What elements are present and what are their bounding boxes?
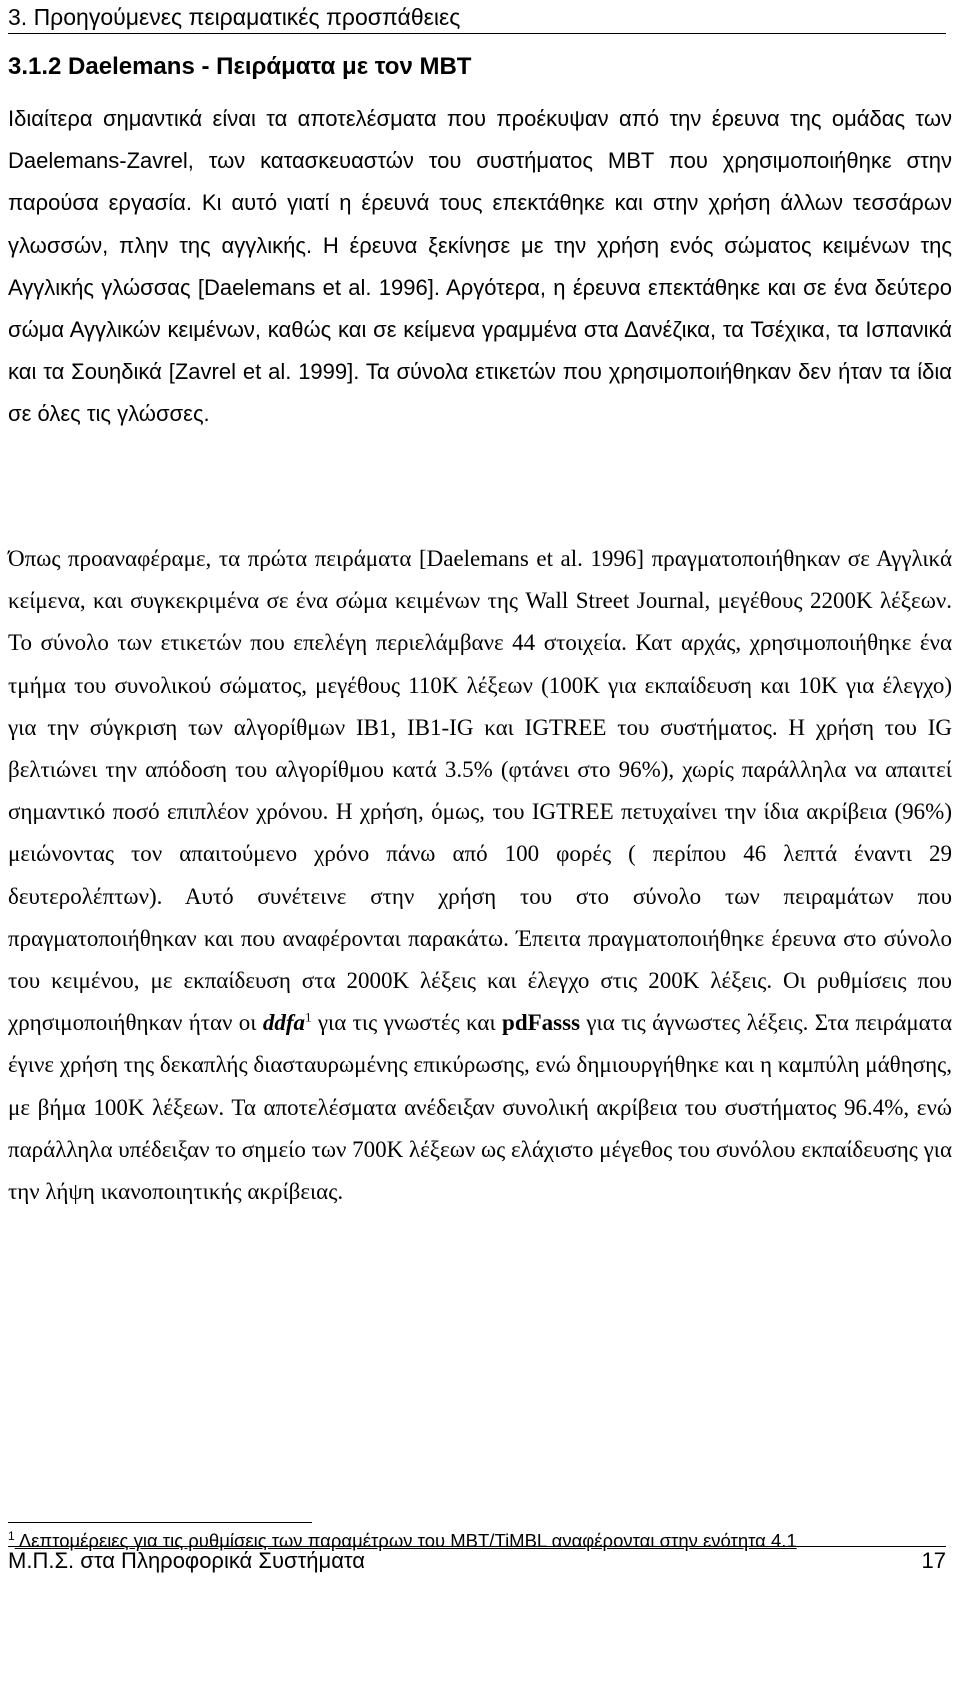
pdfasss-term: pdFasss [502,1010,581,1036]
footer-program-name: Μ.Π.Σ. στα Πληροφορικά Συστήματα [8,1548,366,1573]
paragraph-1: Ιδιαίτερα σημαντικά είναι τα αποτελέσματα που προέκυψαν από την έρευνα της ομάδας των Daelemans-Zavrel, των κατασκευαστών του συστήματος MBT που χρησιμοποιήθηκε στην παρούσα εργασία. Κι αυτό γιατί η έρευνά τους επεκτάθηκε και στην χρήση άλλων τεσσάρων γλωσσών, πλην της αγγλικής. Η έρευνα ξεκίνησε με την χρήση ενός σώματος κειμένων της Αγγλικής γλώσσας [Daelemans et al. 1996]. Αργότερα, η έρευνα επεκτάθηκε και σε ένα δεύτερο σώμα Αγγλικών κειμένων, καθώς και σε κείμενα γραμμένα στα Δανέζικα, τα Τσέχικα, τα Ισπανικά και τα Σουηδικά [Zavrel et al. 1999]. Τα σύνολα ετικετών που χρησιμοποιήθηκαν δεν ήταν τα ίδια σε όλες τις γλώσσες. [8,106,952,427]
paragraph-2-part-1: Όπως προαναφέραμε, τα πρώτα πειράματα [Daelemans et al. 1996] πραγματοποιήθηκαν σε Αγγλικά κείμενα, και συγκεκριμένα σε ένα σώμα κειμένων της Wall Street Journal, μεγέθους 2200K λέξεων. Το σύνολο των ετικετών που επελέγη περιελάμβανε 44 στοιχεία. Κατ αρχάς, χρησιμοποιήθηκε ένα τμήμα του συνολικού σώματος, μεγέθους 110K λέξεων (100K για εκπαίδευση και 10K για έλεγχο) για την σύγκριση των αλγορίθμων IB1, IB1-IG και IGTREE του συστήματος. Η χρήση του IG βελτιώνει την απόδοση του αλγορίθμου κατά 3.5% (φτάνει στο 96%), χωρίς παράλληλα να απαιτεί σημαντικό ποσό επιπλέον χρόνου. Η χρήση, όμως, του IGTREE πετυχαίνει την ίδια ακρίβεια (96%) μειώνοντας τον απαιτούμενο χρόνο πάνω από 100 φορές ( περίπου 46 λεπτά έναντι 29 δευτερολέπτων). Αυτό συνέτεινε στην χρήση του στο σύνολο των πειραμάτων που πραγματοποιήθηκαν και που αναφέρονται παρακάτω. Έπειτα πραγματοποιήθηκε έρευνα στο σύνολο του κειμένου, με εκπαίδευση στα 2000K λέξεις και έλεγχο στις 200K λέξεις. Οι ρυθμίσεις που χρησιμοποιήθηκαν ήταν οι [8,546,952,1036]
running-footer [8,1546,946,1575]
paragraph-2 [8,538,952,1213]
paragraph-2-part-3: για τις άγνωστες λέξεις. Στα πειράματα έγινε χρήση της δεκαπλής διασταυρωμένης επικύρωσης, ενώ δημιουργήθηκε και η καμπύλη μάθησης, με βήμα 100K λέξεων. Τα αποτελέσματα ανέδειξαν συνολική ακρίβεια του συστήματος 96.4%, ενώ παράλληλα υπέδειξαν το σημείο των 700K λέξεων ως ελάχιστο μέγεθος του συνόλου εκπαίδευσης για την λήψη ικανοποιητικής ακρίβειας. [8,1010,953,1205]
paragraph-2-part-2: για τις γνωστές και [311,1010,503,1036]
footnote-divider [8,1522,312,1523]
running-header: 3. Προηγούμενες πειραματικές προσπάθειες [8,2,946,34]
footnote-mark: 1 [8,1528,15,1543]
ddfa-term: ddfa [262,1010,306,1036]
section-heading: 3.1.2 Daelemans - Πειράματα με τον MBT [8,53,472,80]
page-number: 17 [921,1548,946,1573]
footnote-reference[interactable]: 1 [305,1009,312,1025]
footnote-text: Λεπτομέρειες για τις ρυθμίσεις των παραμέτρων του MBT/TiMBL αναφέρονται στην ενότητα 4.1 [14,1530,797,1551]
